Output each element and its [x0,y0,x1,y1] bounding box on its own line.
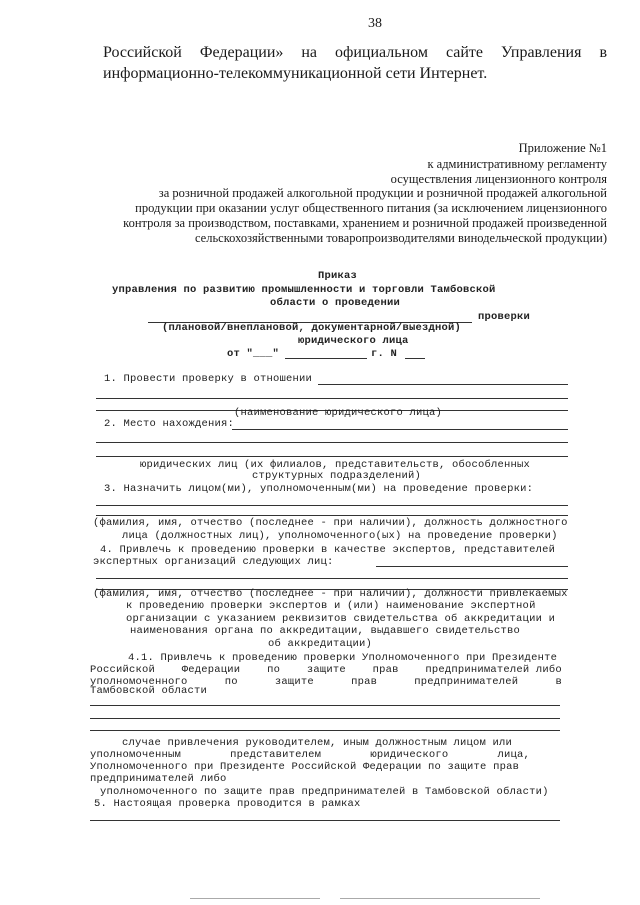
item-3-line [96,515,568,516]
item-4-line [376,566,568,567]
item-2: 2. Место нахождения: [104,418,235,430]
intro-line-1 [103,44,607,62]
item-4-1-line [90,730,560,731]
entity-label: юридического лица [298,335,409,347]
case-text: Уполномоченного при Президенте Российской Федерации по защите прав [90,761,520,773]
item-4-1-word: предпринимателей либо [425,664,562,676]
item-2-line [232,429,568,430]
item-4-caption: об аккредитации) [268,638,373,650]
item-4-caption: наименования органа по аккредитации, выдавшего свидетельство [130,625,521,637]
item-3: 3. Назначить лицом(ми), уполномоченным(ми) на проведение проверки: [104,483,534,495]
bottom-scan-mark [340,898,540,899]
item-4-1-word: в [555,676,562,688]
date-mid: г. N [371,348,398,360]
intro-line-2: информационно-телекоммуникационной сети Интернет. [103,65,488,82]
item-1-line [318,384,568,385]
item-4: экспертных организаций следующих лиц: [93,556,334,568]
bottom-scan-mark [190,898,320,899]
order-line-1: управления по развитию промышленности и торговли Тамбовской [112,284,496,296]
item-2-caption: юридических лиц (их филиалов, представительств, обособленных [140,459,531,471]
item-4-line [96,578,568,579]
case-text: предпринимателей либо [90,773,227,785]
item-3-caption: лица (должностных лиц), уполномоченного(ых) на проведение проверки) [122,530,558,542]
appendix-title: Приложение №1 [518,141,607,155]
order-line-2: области о проведении [270,297,401,309]
item-4-1-word: Федерации [181,664,241,676]
intro-word: официальном [335,44,428,61]
item-4-1-word: Российской [90,664,156,676]
order-title: Приказ [318,270,358,282]
item-4-1-word: прав [372,664,399,676]
intro-word: Федерации» [199,44,284,61]
order-number-line [405,358,425,359]
case-text: уполномоченного по защите прав предпринимателей в Тамбовской области) [100,786,549,798]
item-2-line [96,442,568,443]
intro-word: Российской [103,44,182,61]
appendix-line: продукции при оказании услуг общественного питания (за исключением лицензионного [135,201,607,215]
case-word: представителем [230,749,322,761]
intro-word: Управления [500,44,582,61]
item-4-1-word: уполномоченного [90,676,188,688]
item-4: 4. Привлечь к проведению проверки в качестве экспертов, представителей [100,544,556,556]
appendix-line: к административному регламенту [427,157,607,171]
item-1: 1. Провести проверку в отношении [104,373,313,385]
case-text: случае привлечения руководителем, иным должностным лицом или [122,737,513,749]
intro-word: на [301,44,318,61]
item-4-caption: организации с указанием реквизитов свидетельства об аккредитации и [126,613,556,625]
page-number: 38 [368,16,382,31]
item-5: 5. Настоящая проверка проводится в рамках [94,798,361,810]
appendix-line: сельскохозяйственными товаропроизводителями винодельческой продукции) [194,231,607,245]
item-4-1: 4.1. Привлечь к проведению проверки Уполномоченного при Президенте [128,652,558,664]
item-4-1-word: прав [351,676,378,688]
item-4-caption: (фамилия, имя, отчество (последнее - при наличии), должности привлекаемых [93,588,568,600]
case-word: лица, [497,749,530,761]
case-word: уполномоченным [90,749,182,761]
case-word: юридического [370,749,449,761]
appendix-line: контроля за производством, поставками, хранением и розничной продажей произведенной [123,216,607,230]
item-3-line [96,505,568,506]
item-2-caption: структурных подразделений) [252,470,422,482]
item-2-line [96,456,568,457]
item-4-1-line [90,705,560,706]
appendix-line: осуществления лицензионного контроля [390,172,607,186]
check-types: (плановой/внеплановой, документарной/выездной) [162,322,462,334]
item-4-1-line-2 [90,664,562,676]
checks-word: проверки [478,311,531,323]
item-5-line [90,820,560,821]
date-prefix: от "___" [227,348,280,360]
item-4-1-word: по [224,676,238,688]
item-4-1-line-4: Тамбовской области [90,685,208,697]
item-4-1-word: защите [274,676,314,688]
item-4-1-word: защите [306,664,346,676]
item-4-1-line [90,718,560,719]
item-1-caption: (наименование юридического лица) [234,407,443,419]
item-4-caption: к проведению проверки экспертов и (или) наименование экспертной [126,600,536,612]
item-4-1-word: предпринимателей [414,676,519,688]
appendix-line: за розничной продажей алкогольной продукции и розничной продажей алкогольной [158,186,607,200]
intro-word: в [599,44,607,61]
item-4-1-word: по [267,664,281,676]
item-3-caption: (фамилия, имя, отчество (последнее - при наличии), должность должностного [93,517,568,529]
date-month-line [285,358,367,359]
item-1-line [96,398,568,399]
case-line-2 [90,749,530,761]
intro-word: сайте [445,44,483,61]
